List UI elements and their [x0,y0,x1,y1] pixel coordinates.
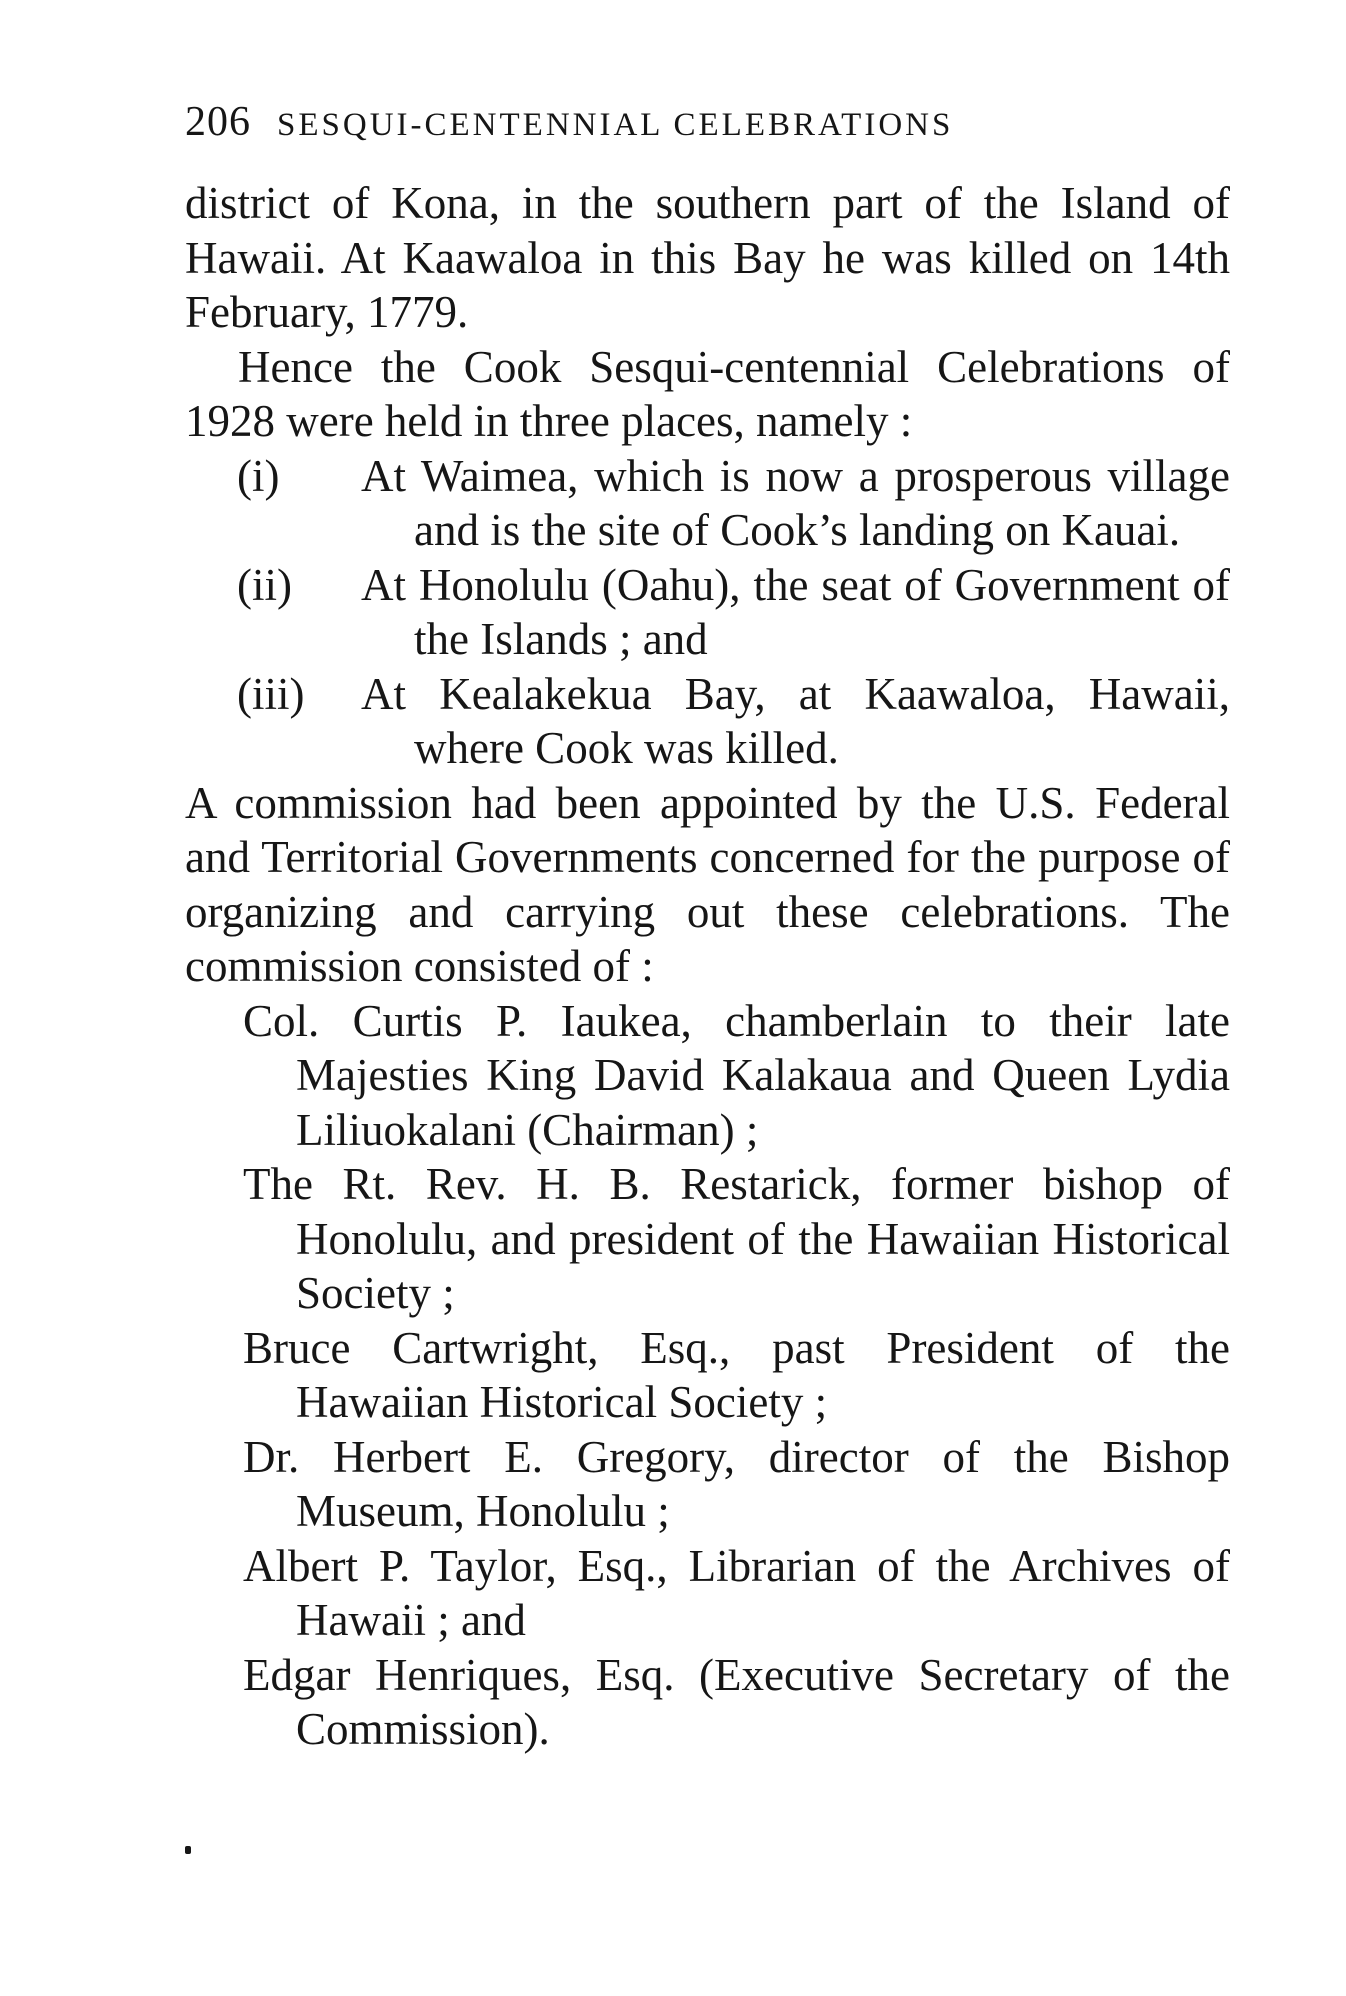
list-item: Albert P. Taylor, Esq., Librarian of the Archives of Hawaii ; and [243,1540,1230,1645]
list-item [185,558,1230,667]
places-list [185,449,1230,776]
list-item-text: At Honolulu (Oahu), the seat of Government of the Islands ; and [361,559,1230,664]
list-item [185,667,1230,776]
list-item-text: At Kealakekua Bay, at Kaawaloa, Hawaii, where Cook was killed. [361,668,1230,773]
list-item: Dr. Herbert E. Gregory, director of the Bishop Museum, Honolulu ; [243,1431,1230,1536]
body-text [185,176,1230,1757]
list-item [185,449,1230,558]
list-item: Edgar Henriques, Esq. (Executive Secretary of the Commission). [243,1649,1230,1754]
hence-paragraph: Hence the Cook Sesqui-centennial Celebrations of 1928 were held in three places, namely : [185,341,1230,446]
print-mark [185,1846,191,1854]
commission-paragraph: A commission had been appointed by the U.S. Federal and Territorial Governments concerned for the purpose of organizing and carrying out these celebrations. The commission consisted of : [185,777,1230,991]
page-number: 206 [185,99,251,145]
list-item: The Rt. Rev. H. B. Restarick, former bishop of Honolulu, and president of the Hawaiian Historical Society ; [243,1159,1230,1318]
list-item-text: At Waimea, which is now a prosperous village and is the site of Cook’s landing on Kauai. [361,450,1230,555]
list-item-number: (iii) [237,668,305,719]
commission-members-list [185,994,1230,1757]
list-item: Col. Curtis P. Iaukea, chamberlain to their late Majesties King David Kalakaua and Queen Lydia Liliuokalani (Chairman) ; [243,995,1230,1155]
opening-paragraph: district of Kona, in the southern part of the Island of Hawaii. At Kaawaloa in this Bay he was killed on 14th February, 1779. [185,178,1230,337]
list-item-number: (i) [237,450,280,501]
list-item-number: (ii) [237,559,292,610]
list-item: Bruce Cartwright, Esq., past President of the Hawaiian Historical Society ; [243,1322,1230,1427]
running-title: SESQUI-CENTENNIAL CELEBRATIONS [277,107,954,143]
running-head [185,92,1230,152]
